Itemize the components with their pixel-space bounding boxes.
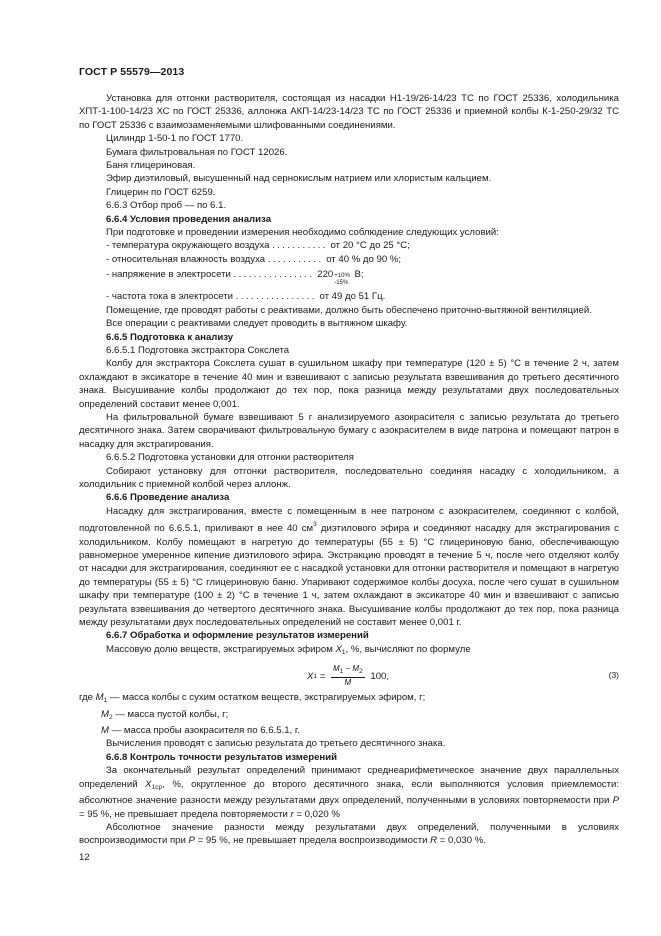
condition-voltage bbox=[79, 268, 619, 286]
fraction-numerator bbox=[331, 664, 365, 678]
section-6-6-3: 6.6.3 Отбор проб — по 6.1. bbox=[106, 200, 227, 212]
page-header: ГОСТ Р 55579—2013 bbox=[79, 66, 185, 78]
list-item-glycerin-bath: Баня глицериновая. bbox=[106, 160, 196, 172]
fraction-denominator bbox=[342, 678, 353, 688]
paragraph-formula-intro bbox=[79, 643, 619, 659]
condition-unit: В; bbox=[354, 269, 364, 281]
text-run: = 0,030 %. bbox=[437, 835, 486, 847]
text-run: где bbox=[79, 692, 96, 704]
paragraph-filter-paper: На фильтровальной бумаге взвешивают 5 г анализируемого азокрасителя с записью результата до третьего десятичного знака. Затем сворачивают фильтровальную бумагу с азокрасителем в виде патрона и помещают патрон в насадку для экстрагирования. bbox=[79, 411, 619, 450]
paragraph-ventilation: Помещение, где проводят работы с реактивами, должно быть обеспечено приточно-вытяжной вентиляцией. bbox=[106, 304, 592, 316]
section-6-6-5-2: 6.6.5.2 Подготовка установки для отгонки растворителя bbox=[106, 452, 354, 464]
list-item-filter-paper: Бумага фильтровальная по ГОСТ 12026. bbox=[106, 146, 288, 158]
variable: M bbox=[101, 708, 109, 720]
superscript: 3 bbox=[313, 521, 317, 529]
formula bbox=[307, 664, 389, 688]
text-run: = 95 %, не превышает предела воспроизводимости bbox=[194, 835, 431, 847]
variable: M bbox=[332, 664, 340, 674]
variable: X bbox=[335, 643, 342, 655]
heading-6-6-4: 6.6.4 Условия проведения анализа bbox=[106, 213, 272, 225]
text-run: , %, вычисляют по формуле bbox=[345, 643, 471, 655]
leader-dots: ................ bbox=[233, 269, 315, 281]
condition-label: - температура окружающего воздуха bbox=[106, 240, 270, 252]
subscript: 1 bbox=[313, 672, 318, 680]
list-item-cylinder: Цилиндр 1-50-1 по ГОСТ 1770. bbox=[106, 133, 244, 145]
where-line-1 bbox=[79, 691, 619, 707]
heading-6-6-8: 6.6.8 Контроль точности результатов измерений bbox=[106, 751, 337, 763]
variable: R bbox=[430, 835, 438, 847]
variable: P bbox=[188, 835, 195, 847]
paragraph-reproducibility bbox=[79, 821, 619, 848]
text-run: = 95 %, не превышает предела повторяемости bbox=[79, 808, 291, 820]
heading-6-6-5: 6.6.5 Подготовка к анализу bbox=[106, 331, 234, 343]
condition-value: от 20 °С до 25 °С; bbox=[330, 240, 410, 252]
subscript: 2 bbox=[359, 668, 363, 676]
condition-label: - частота тока в электросети bbox=[106, 291, 234, 303]
paragraph-soxhlet-flask: Колбу для экстрактора Сокслета сушат в сушильном шкафу при температуре (120 ± 5) °С в течение 2 ч, затем охлаждают в эксикаторе в течение 40 мин и взвешивают с записью результата взвешивания до третьего десятичного знака. Высушивание колбы продолжают до тех пор, пока разница между результатами двух последовательных определений составит менее 0,001. bbox=[79, 358, 619, 410]
condition-value: 220 bbox=[317, 269, 334, 281]
variable: X bbox=[145, 778, 152, 790]
variable: M bbox=[101, 725, 109, 737]
variable: M bbox=[95, 692, 104, 704]
where-line-3 bbox=[79, 724, 619, 737]
condition-label: - напряжение в электросети bbox=[106, 269, 231, 281]
variable: r bbox=[290, 808, 294, 820]
paragraph-assembly: Собирают установку для отгонки растворителя, последовательно соединяя насадку с холодильником, а холодильник с приемной колбой через аллонж. bbox=[79, 465, 619, 490]
condition-value: от 40 % до 90 %; bbox=[326, 253, 402, 265]
list-item-ether: Эфир диэтиловый, высушенный над сернокислым натрием или хлористым кальцием. bbox=[106, 173, 492, 185]
subscript: 1ср bbox=[151, 783, 163, 791]
formula-lhs: X bbox=[307, 670, 314, 682]
list-item-glycerin: Глицерин по ГОСТ 6259. bbox=[106, 186, 216, 198]
paragraph-analysis bbox=[79, 505, 619, 630]
text-run: = 0,020 % bbox=[293, 808, 340, 820]
leader-dots: ................ bbox=[235, 291, 317, 303]
fraction bbox=[331, 664, 365, 688]
text-run: Насадку для экстрагирования, вместе с помещенным в нее патроном с азокрасителем, соединяют с колбой, подготовленной по 6.6.5.1, приливают в нее 40 см bbox=[79, 505, 619, 535]
text-run: диэтилового эфира и соединяют насадку для экстрагирования с холодильником. Колбу помещают в нагретую до температуры (55 ± 5) °С глицериновую баню, обеспечивающую равномерное умеренное кипение диэтилового эфира. Экстракцию проводят в течение 5 ч, после чего отделяют колбу от насадки для экстрагирования, соединяют ее с насадкой установки для отгонки растворителя и помещают в нагретую до температуры (55 ± 5) °С глицериновую баню. Упаривают содержимое колбы досуха, после чего сушат в сушильном шкафу при температуре (100 ± 2) °С в течение 1 ч, затем охлаждают в эксикаторе 40 мин и взвешивают с записью результата взвешивания до четвертого десятичного знака. Высушивание колбы продолжают до тех пор, пока разница между результатами двух последовательных определений не составит менее 0,001 г. bbox=[79, 523, 619, 629]
subscript: 1 bbox=[341, 648, 346, 656]
where-line-2 bbox=[79, 708, 619, 724]
text-run: — масса пробы азокрасителя по 6.6.5.1, г. bbox=[109, 725, 300, 737]
paragraph-repeatability bbox=[79, 764, 619, 821]
heading-6-6-7: 6.6.7 Обработка и оформление результатов измерений bbox=[106, 630, 369, 642]
variable: M bbox=[352, 664, 360, 674]
text-run: — масса колбы с сухим остатком веществ, экстрагируемых эфиром, г; bbox=[107, 692, 426, 704]
heading-6-6-6: 6.6.6 Проведение анализа bbox=[106, 492, 230, 504]
condition-humidity bbox=[79, 253, 619, 266]
paragraph-conditions-intro: При подготовке и проведении измерения необходимо соблюдение следующих условий: bbox=[106, 227, 499, 239]
tolerance-plus: +10% bbox=[334, 273, 350, 280]
condition-value: от 49 до 51 Гц. bbox=[319, 291, 386, 303]
paragraph-fume-hood: Все операции с реактивами следует проводить в вытяжном шкафу. bbox=[106, 318, 408, 330]
text-run: Абсолютное значение разности между результатами двух определений, полученными в условиях воспроизводимости при bbox=[79, 821, 619, 847]
voltage-tolerance bbox=[334, 273, 350, 286]
section-6-6-5-1: 6.6.5.1 Подготовка экстрактора Сокслета bbox=[106, 344, 290, 356]
condition-frequency bbox=[79, 290, 619, 303]
formula-block bbox=[79, 662, 619, 688]
tolerance-minus: -15% bbox=[334, 279, 349, 286]
text-run: За окончательный результат определений принимают среднеарифметическое значение двух параллельных определений bbox=[79, 765, 619, 790]
leader-dots: ........... bbox=[267, 253, 324, 265]
variable: P bbox=[612, 795, 619, 807]
variable: M bbox=[344, 678, 352, 688]
equation-number: (3) bbox=[608, 670, 619, 681]
condition-temperature bbox=[79, 239, 619, 252]
subscript: 1 bbox=[339, 668, 344, 676]
subscript: 1 bbox=[103, 697, 108, 705]
formula-tail: 100, bbox=[367, 670, 390, 682]
text-run: Массовую долю веществ, экстрагируемых эфиром bbox=[106, 643, 336, 655]
subscript: 2 bbox=[109, 713, 113, 721]
leader-dots: ........... bbox=[272, 240, 328, 252]
minus-sign: − bbox=[343, 664, 353, 674]
text-run: — масса пустой колбы, г; bbox=[112, 708, 229, 720]
paragraph-calculation: Вычисления проводят с записью результата до третьего десятичного знака. bbox=[106, 738, 446, 750]
text-run: , %, округленное до второго десятичного знака, если выполняются условия приемлемости: абсолютное значение разности между результатами двух определений, полученными в условиях повторяемости при bbox=[79, 778, 619, 807]
paragraph-apparatus: Установка для отгонки растворителя, состоящая из насадки Н1-19/26-14/23 ТС по ГОСТ 25336, холодильника ХПТ-1-100-14/23 ХС по ГОСТ 25336, аллонжа АКП-14/23-14/23 ТС по ГОСТ 25336 и приемной колбы К-1-250-29/32 ТС по ГОСТ 25336 с взаимозаменяемыми шлифованными соединениями. bbox=[79, 93, 619, 131]
page-number: 12 bbox=[79, 852, 90, 863]
document-body bbox=[79, 92, 619, 848]
equals-sign: = bbox=[317, 670, 328, 682]
condition-label: - относительная влажность воздуха bbox=[106, 253, 266, 265]
